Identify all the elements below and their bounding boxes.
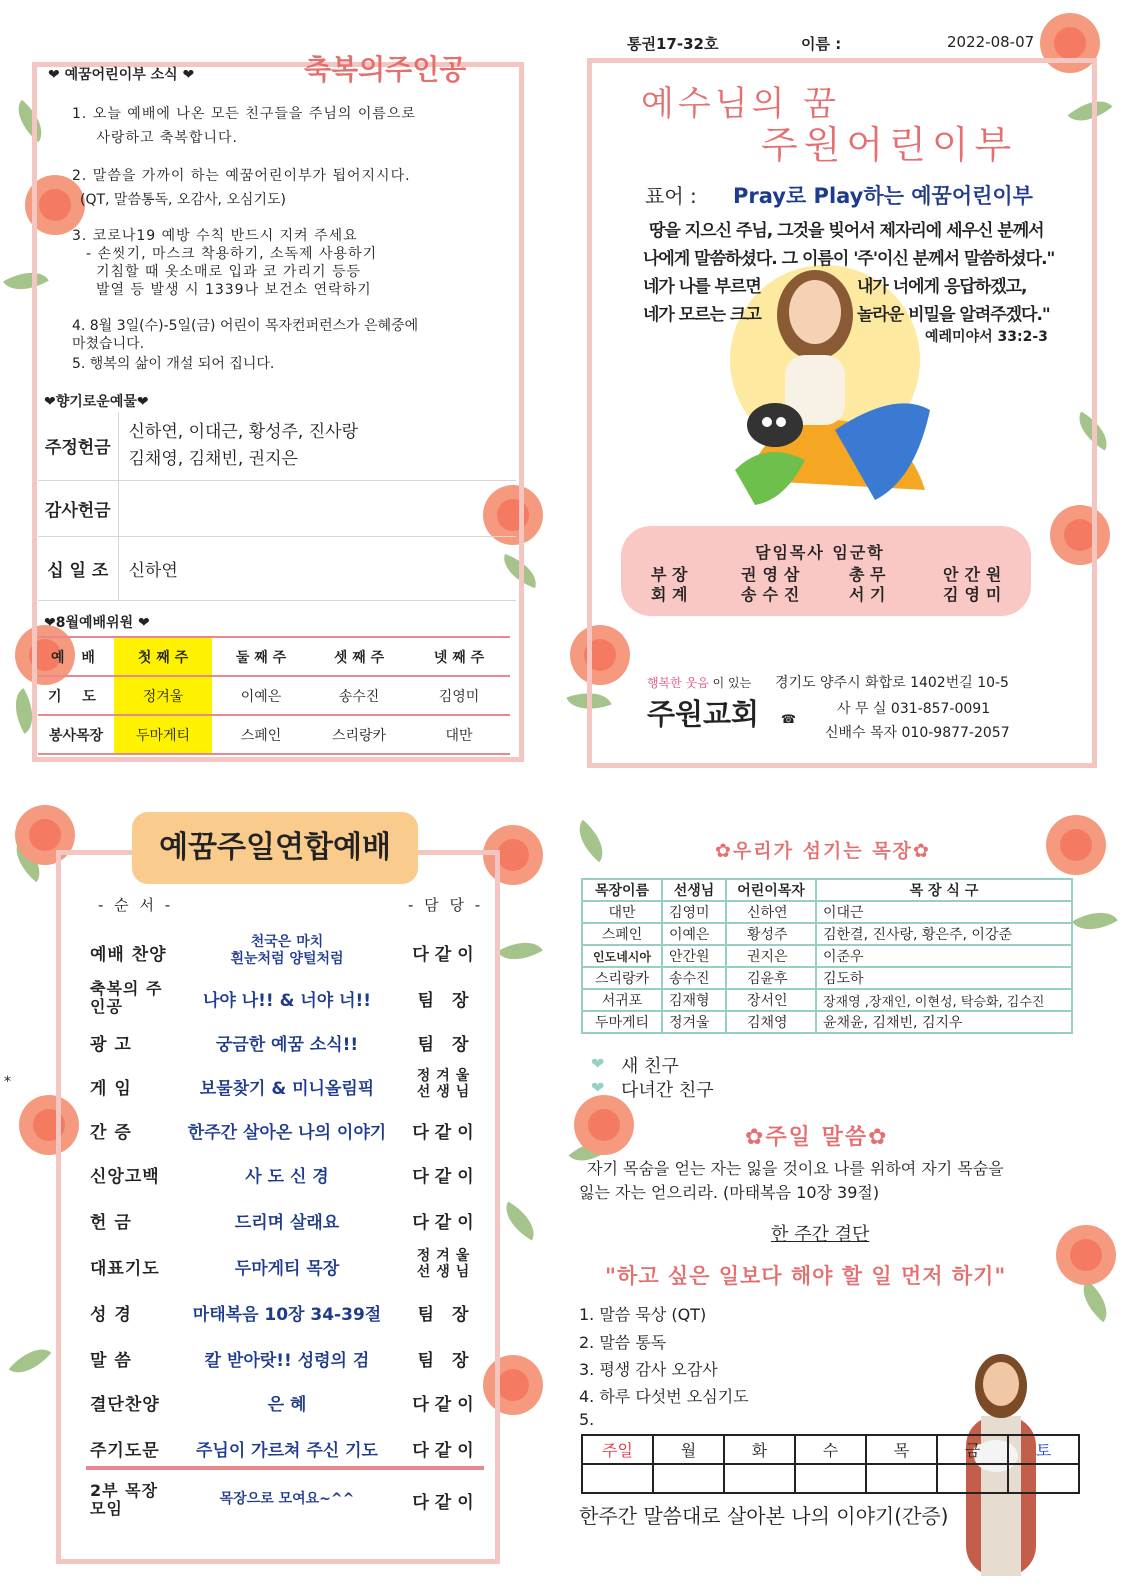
decision-item-5: 5. — [579, 1410, 595, 1429]
order-content-text — [172, 934, 402, 968]
cell-leader: 김채영 — [726, 1011, 816, 1033]
order-content: 사 도 신 경 — [245, 1167, 329, 1187]
service-table — [38, 636, 510, 755]
leaf-decoration — [569, 820, 614, 863]
flower-icon — [1051, 1220, 1121, 1290]
order-row — [90, 934, 482, 974]
check-cell[interactable] — [795, 1464, 866, 1493]
news-line-7: 기침할 때 옷소매로 입과 코 가리기 등등 — [96, 264, 362, 280]
check-cell[interactable] — [866, 1464, 937, 1493]
news-header: ❤ 예꿈어린이부 소식 ❤ — [48, 67, 195, 83]
staff-name-4: 김영미 — [943, 585, 1008, 604]
order-label: 게 임 — [90, 1079, 132, 1099]
service-cell: 정겨울 — [114, 676, 212, 715]
cells-title: ✿우리가 섬기는 목장✿ — [715, 840, 931, 862]
news-line-8: 발열 등 발생 시 1339나 보건소 연락하기 — [96, 282, 372, 298]
motto-text: Pray로 Play하는 예꿈어린이부 — [733, 184, 1033, 208]
cell-leader: 김윤후 — [726, 967, 816, 989]
verse-reference: 예레미야서 33:2-3 — [925, 329, 1048, 345]
cell-name: 서귀포 — [582, 989, 662, 1011]
motto-label: 표어 : — [645, 184, 697, 208]
sermon-title: ✿주일 말씀✿ — [745, 1125, 889, 1150]
offering-row — [38, 536, 516, 600]
day-thursday: 목 — [866, 1435, 937, 1464]
cell-name: 인도네시아 — [582, 945, 662, 967]
cell-members: 김한결, 진사랑, 황은주, 이강준 — [816, 923, 1072, 945]
day-tuesday: 화 — [724, 1435, 795, 1464]
verse-line-1: 땅을 지으신 주님, 그것을 빚어서 제자리에 세우신 분께서 — [649, 221, 1044, 241]
service-cell: 이예은 — [212, 676, 310, 715]
order-label: 대표기도 — [90, 1259, 160, 1279]
week-check-table — [581, 1434, 1080, 1494]
day-monday: 월 — [653, 1435, 724, 1464]
cells-head-row — [582, 879, 1072, 901]
cells-row — [582, 989, 1072, 1011]
service-head: 셋 째 주 — [310, 637, 408, 676]
slogan-rest: 이 있는 — [712, 676, 752, 690]
new-friend-label: 새 친구 — [621, 1056, 679, 1077]
order-label: 광 고 — [90, 1035, 132, 1055]
order-label: 간 증 — [90, 1123, 132, 1143]
news-line-4: (QT, 말씀통독, 오감사, 오심기도) — [80, 192, 286, 208]
panel-news — [0, 0, 555, 782]
news-line-2: 사랑하고 축복합니다. — [80, 130, 238, 146]
cell-members: 윤채윤, 김채빈, 김지우 — [816, 1011, 1072, 1033]
leaf-decoration — [1072, 901, 1118, 940]
staff-title-1: 부 장 — [651, 565, 688, 584]
order-leader: 팀 장 — [417, 1351, 475, 1371]
order-row — [90, 1430, 482, 1470]
order-label: 예배 찬양 — [90, 945, 167, 965]
day-wednesday: 수 — [795, 1435, 866, 1464]
decision-item-4: 4. 하루 다섯번 오심기도 — [579, 1387, 749, 1406]
order-content: 보물찾기 & 미니올림픽 — [199, 1079, 375, 1099]
service-head-row — [38, 637, 510, 676]
order-row — [90, 1202, 482, 1242]
order-row — [90, 1024, 482, 1064]
leader-column-label: - 담 당 - — [408, 896, 484, 914]
cell-members: 이준우 — [816, 945, 1072, 967]
sermon-line-1: 자기 목숨을 얻는 자는 잃을 것이요 나를 위하여 자기 목숨을 — [587, 1159, 1004, 1178]
staff-name-3: 안간원 — [943, 565, 1008, 584]
cell-name: 대만 — [582, 901, 662, 923]
heart-icon: ❤ — [591, 1078, 605, 1097]
name-label: 이름 : — [801, 35, 842, 53]
order-row — [90, 1384, 482, 1424]
news-line-5: 3. 코로나19 예방 수칙 반드시 지켜 주세요 — [72, 228, 358, 244]
order-leader: 다같이 — [412, 1441, 480, 1461]
decision-item-3: 3. 평생 감사 오감사 — [579, 1360, 718, 1379]
order-label: 2부 목장모임 — [90, 1481, 159, 1518]
week-check-row — [582, 1464, 1079, 1493]
cells-row — [582, 923, 1072, 945]
verse-line-4b: 놀라운 비밀을 알려주겠다." — [857, 305, 1050, 325]
order-row — [90, 1294, 482, 1334]
day-saturday: 토 — [1008, 1435, 1079, 1464]
decision-text: "하고 싶은 일보다 해야 할 일 먼저 하기" — [605, 1264, 1007, 1288]
cell-teacher: 김영미 — [662, 901, 726, 923]
order-content: 드리며 살래요 — [234, 1213, 340, 1233]
staff-title-2: 회 계 — [651, 585, 688, 604]
order-leader: 다같이 — [412, 1493, 480, 1513]
order-column-label: - 순 서 - — [98, 896, 174, 914]
news-line-6: - 손씻기, 마스크 착용하기, 소독제 사용하기 — [86, 246, 378, 262]
cell-members: 김도하 — [816, 967, 1072, 989]
order-row — [90, 1112, 482, 1152]
order-label: 신앙고백 — [90, 1167, 160, 1187]
cells-table — [581, 878, 1073, 1034]
cells-row — [582, 901, 1072, 923]
order-row — [90, 1068, 482, 1108]
volume-number: 통권17-32호 — [627, 35, 719, 53]
offering-header: ❤향기로운예물❤ — [44, 394, 149, 410]
worship-title-banner: 예꿈주일연합예배 — [132, 812, 418, 884]
leaf-decoration — [497, 1201, 543, 1240]
day-sunday: 주일 — [582, 1435, 653, 1464]
cells-row — [582, 945, 1072, 967]
order-content: 한주간 살아온 나의 이야기 — [187, 1123, 387, 1143]
service-row — [38, 715, 510, 754]
worship-committee-header: ❤8월예배위원 ❤ — [44, 615, 150, 631]
cell-leader: 장서인 — [726, 989, 816, 1011]
order-leader: 정겨울 선생님 — [416, 1248, 476, 1280]
church-address: 경기도 양주시 화합로 1402번길 10-5 — [775, 675, 1009, 691]
cell-leader: 권지은 — [726, 945, 816, 967]
order-label: 헌 금 — [90, 1213, 132, 1233]
check-cell[interactable] — [937, 1464, 1008, 1493]
order-content: 목장으로 모여요~^^ — [219, 1491, 355, 1507]
cell-members: 이대근 — [816, 901, 1072, 923]
service-head: 예 배 — [38, 637, 114, 676]
phone-icon: ☎ — [781, 712, 796, 726]
panel-cells — [565, 790, 1125, 1586]
cell-leader: 신하연 — [726, 901, 816, 923]
cell-leader: 황성주 — [726, 923, 816, 945]
visit-friend-label: 다녀간 친구 — [621, 1080, 714, 1101]
blessing-title: 축복의주인공 — [304, 53, 467, 86]
cell-teacher: 정겨울 — [662, 1011, 726, 1033]
cover-title-2: 주원어린이부 — [761, 123, 1018, 167]
order-label: 축복의 주인공 — [90, 979, 163, 1016]
order-content: 마태복음 10장 34-39절 — [192, 1305, 382, 1325]
news-line-1: 1. 오늘 예배에 나온 모든 친구들을 주님의 이름으로 — [72, 106, 416, 122]
order-leader: 다같이 — [412, 1167, 480, 1187]
verse-line-2: 나에게 말씀하셨다. 그 이름이 '주'이신 분께서 말씀하셨다." — [643, 249, 1055, 269]
church-name: 주원교회 — [647, 697, 760, 731]
decision-label: 한 주간 결단 — [771, 1224, 870, 1245]
order-leader: 정겨울 선생님 — [416, 1068, 476, 1100]
order-leader: 다같이 — [412, 1395, 480, 1415]
order-row — [90, 1482, 482, 1522]
order-content: 궁금한 예꿈 소식!! — [215, 1035, 359, 1055]
service-head: 둘 째 주 — [212, 637, 310, 676]
offering-names — [118, 412, 516, 480]
check-cell[interactable] — [653, 1464, 724, 1493]
order-leader: 다같이 — [412, 945, 480, 965]
cells-head: 어린이목자 — [726, 879, 816, 901]
offering-label: 주정헌금 — [38, 412, 118, 480]
order-row — [90, 1248, 482, 1288]
offering-label: 감사헌금 — [38, 480, 118, 536]
service-cell: 김영미 — [408, 676, 510, 715]
news-line-10: 마쳤습니다. — [72, 336, 145, 352]
testimony-label: 한주간 말씀대로 살아본 나의 이야기(간증) — [579, 1504, 949, 1528]
service-cell: 송수진 — [310, 676, 408, 715]
order-label: 결단찬양 — [90, 1395, 160, 1415]
order-label: 주기도문 — [90, 1441, 160, 1461]
check-cell[interactable] — [1008, 1464, 1079, 1493]
news-line-9: 4. 8월 3일(수)-5일(금) 어린이 목자컨퍼런스가 은혜중에 — [72, 318, 419, 334]
week-head-row — [582, 1435, 1079, 1464]
order-content: 두마게티 목장 — [234, 1259, 340, 1279]
leaf-decoration — [9, 1339, 52, 1384]
order-content-line: 흰눈처럼 양털처럼 — [230, 951, 344, 967]
verse-line-3b: 내가 너에게 응답하겠고, — [857, 277, 1027, 297]
cells-head: 목장이름 — [582, 879, 662, 901]
cells-head: 선생님 — [662, 879, 726, 901]
order-leader: 다같이 — [412, 1213, 480, 1233]
offering-names-line2: 김채영, 김채빈, 권지은 — [128, 448, 298, 469]
service-cell: 스페인 — [212, 715, 310, 754]
service-cell: 기 도 — [38, 676, 114, 715]
slogan-highlight: 행복한 웃음 — [647, 676, 709, 690]
offering-names — [118, 480, 516, 536]
asterisk-mark: * — [4, 1074, 11, 1090]
sermon-line-2: 잃는 자는 얻으리라. (마태복음 10장 39절) — [579, 1183, 880, 1202]
order-content: 나야 나!! & 너야 너!! — [202, 991, 372, 1011]
staff-name-1: 권영삼 — [741, 565, 806, 584]
cell-teacher: 김재형 — [662, 989, 726, 1011]
order-row — [90, 980, 482, 1020]
offering-row — [38, 412, 516, 480]
order-row — [90, 1156, 482, 1196]
service-head: 첫 째 주 — [114, 637, 212, 676]
news-line-11: 5. 행복의 삶이 개설 되어 집니다. — [72, 356, 275, 372]
order-content-line: 천국은 마치 — [250, 934, 324, 950]
senior-pastor: 담임목사 임군학 — [755, 543, 885, 562]
order-label: 성 경 — [90, 1305, 132, 1325]
order-content — [172, 934, 402, 968]
office-phone: 사 무 실 031-857-0091 — [837, 701, 991, 717]
verse-line-4a: 네가 모르는 크고 — [643, 305, 761, 325]
verse-line-3a: 네가 나를 부르면 — [643, 277, 761, 297]
service-row — [38, 676, 510, 715]
cell-teacher: 송수진 — [662, 967, 726, 989]
check-cell[interactable] — [724, 1464, 795, 1493]
service-cell: 스리랑카 — [310, 715, 408, 754]
order-content: 칼 받아랏!! 성령의 검 — [204, 1351, 370, 1371]
order-content: 주님이 가르쳐 주신 기도 — [196, 1441, 378, 1461]
order-leader: 팀 장 — [417, 1305, 475, 1325]
cell-name: 스페인 — [582, 923, 662, 945]
panel-order — [0, 790, 555, 1586]
news-line-3: 2. 말씀을 가까이 하는 예꿈어린이부가 됩어지시다. — [72, 168, 411, 184]
heart-icon: ❤ — [591, 1054, 605, 1073]
order-leader: 팀 장 — [417, 1035, 475, 1055]
flower-icon — [1041, 810, 1111, 880]
cells-row — [582, 1011, 1072, 1033]
order-leader: 팀 장 — [417, 991, 475, 1011]
panel-cover — [565, 0, 1125, 782]
service-cell: 봉사목장 — [38, 715, 114, 754]
offering-names: 신하연 — [118, 536, 516, 600]
cover-title-1: 예수님의 꿈 — [641, 84, 841, 124]
cell-name: 두마게티 — [582, 1011, 662, 1033]
slogan — [647, 674, 751, 691]
staff-name-2: 송수진 — [741, 585, 806, 604]
cell-members: 장재영 ,장재인, 이현성, 탁승화, 김수진 — [816, 989, 1072, 1011]
cells-row — [582, 967, 1072, 989]
order-content: 은 혜 — [267, 1395, 307, 1415]
offering-row — [38, 480, 516, 536]
service-head: 넷 째 주 — [408, 637, 510, 676]
decision-item-2: 2. 말씀 통독 — [579, 1333, 667, 1352]
offering-names-line1: 신하연, 이대근, 황성주, 진사랑 — [128, 421, 358, 442]
check-cell[interactable] — [582, 1464, 653, 1493]
staff-title-4: 서 기 — [849, 585, 886, 604]
day-friday: 금 — [937, 1435, 1008, 1464]
order-divider — [86, 1466, 484, 1470]
cells-head: 목 장 식 구 — [816, 879, 1072, 901]
decision-item-1: 1. 말씀 묵상 (QT) — [579, 1305, 707, 1324]
order-row — [90, 1340, 482, 1380]
issue-date: 2022-08-07 — [947, 33, 1035, 51]
order-label: 말 씀 — [90, 1351, 132, 1371]
cell-teacher: 이예은 — [662, 923, 726, 945]
leaf-decoration — [497, 931, 543, 970]
staff-title-3: 총 무 — [849, 565, 886, 584]
offering-table — [38, 412, 516, 601]
order-leader: 다같이 — [412, 1123, 480, 1143]
service-cell: 두마게티 — [114, 715, 212, 754]
cell-teacher: 안간원 — [662, 945, 726, 967]
offering-label: 십 일 조 — [38, 536, 118, 600]
cell-name: 스리랑카 — [582, 967, 662, 989]
pastor-phone: 신배수 목자 010-9877-2057 — [825, 725, 1010, 741]
service-cell: 대만 — [408, 715, 510, 754]
